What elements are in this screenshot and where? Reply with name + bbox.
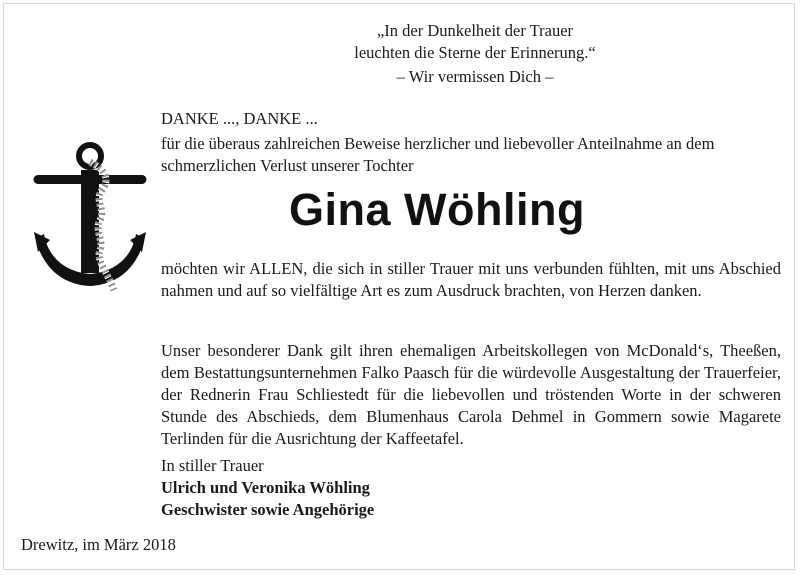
signature-intro: In stiller Trauer (161, 456, 264, 475)
quote-line-1: „In der Dunkelheit der Trauer (376, 21, 574, 40)
quote-line-2: leuchten die Sterne der Erinnerung.“ (354, 43, 596, 62)
place-date: Drewitz, im März 2018 (21, 535, 176, 554)
signature-names: Ulrich und Veronika Wöhling (161, 478, 370, 497)
signature-family: Geschwister sowie Angehörige (161, 500, 375, 519)
thanks-paragraph: möchten wir ALLEN, die sich in stiller Trauer mit uns verbunden fühlten, mit uns Abschied nahmen und auf so vielfältige Art es zum Ausdruck brachten, von Herzen danken. (161, 259, 781, 300)
intro-line-2: schmerzlichen Verlust unserer Tochter (161, 156, 414, 175)
special-thanks-paragraph: Unser besonderer Dank gilt ihren ehemaligen Arbeitskollegen von McDonald‘s, Theeßen, dem Bestattungsunternehmen Falko Paasch für die würdevolle Ausgestaltung der Trauerfeier, der Rednerin Frau Schliestedt für die liebevollen und tröstenden Worte in der schweren Stunde des Abschieds, dem Blumenhaus Carola Dehmel in Gommern sowie Magarete Terlinden für die Ausrichtung der Kaffeetafel. (161, 341, 781, 448)
signature-block (161, 455, 374, 521)
anchor-icon (30, 140, 150, 300)
quote (160, 20, 790, 64)
intro-line-1: für die überaus zahlreichen Beweise herzlicher und liebevoller Anteilnahme an dem (161, 134, 715, 153)
deceased-name: Gina Wöhling (289, 184, 585, 235)
quote-subline: – Wir vermissen Dich – (396, 67, 554, 86)
intro-text (161, 133, 781, 177)
thanks-heading: DANKE ..., DANKE ... (161, 109, 318, 128)
